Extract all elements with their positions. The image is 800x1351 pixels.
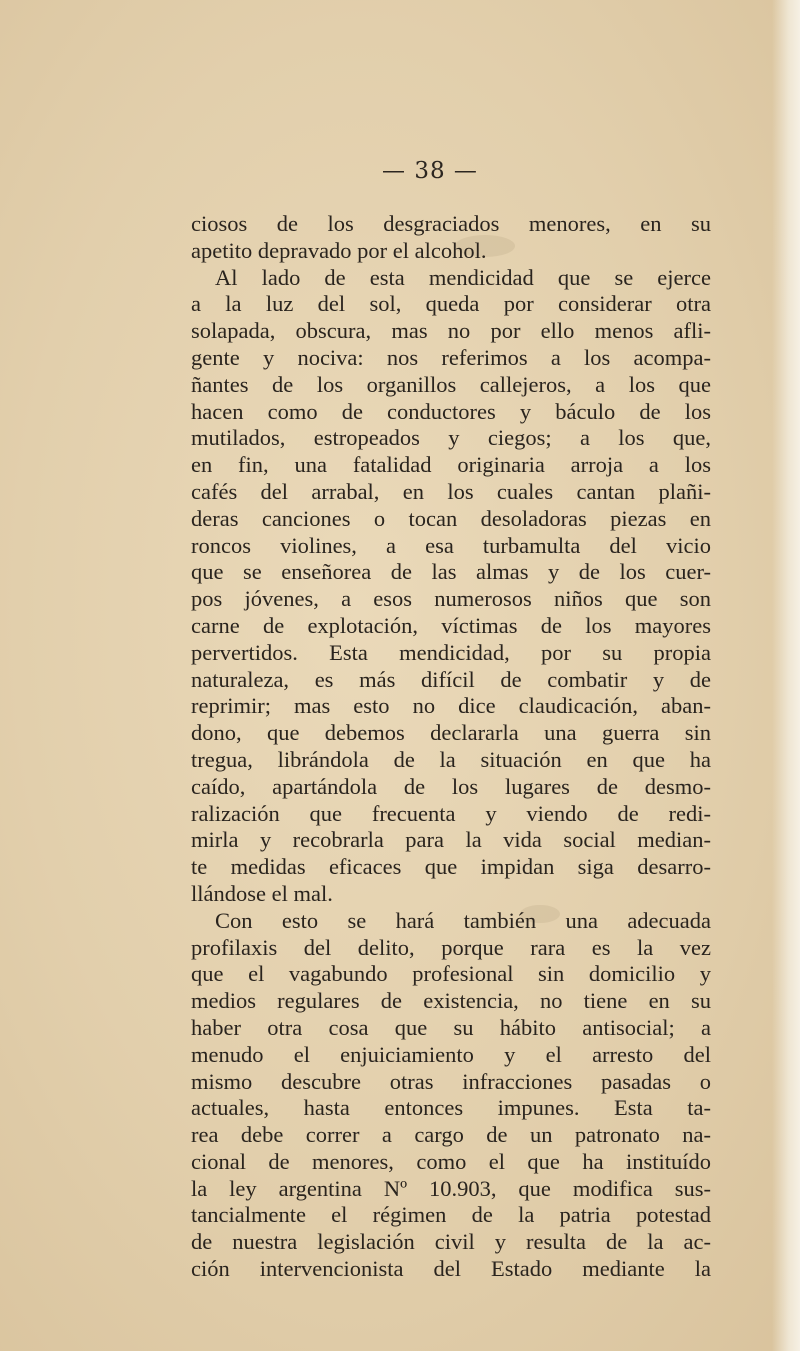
- text-line: que se enseñorea de las almas y de los cuer-: [191, 559, 711, 585]
- text-line: en fin, una fatalidad originaria arroja a los: [191, 452, 711, 478]
- text-line: pos jóvenes, a esos numerosos niños que son: [191, 586, 711, 612]
- text-line: gente y nociva: nos referimos a los acompa-: [191, 344, 711, 370]
- text-line: caído, apartándola de los lugares de desmo-: [191, 773, 711, 799]
- text-line: ción intervencionista del Estado mediante la: [191, 1256, 711, 1282]
- text-line: ralización que frecuenta y viendo de redi-: [191, 800, 711, 826]
- text-line: la ley argentina Nº 10.903, que modifica sus-: [191, 1175, 711, 1201]
- text-line: deras canciones o tocan desoladoras piezas en: [191, 505, 711, 531]
- text-line: ñantes de los organillos callejeros, a los que: [191, 371, 711, 397]
- text-line: mismo descubre otras infracciones pasadas o: [191, 1068, 711, 1094]
- text-line: solapada, obscura, mas no por ello menos afli-: [191, 318, 711, 344]
- text-line: hacen como de conductores y báculo de los: [191, 398, 711, 424]
- text-line: te medidas eficaces que impidan siga desarro-: [191, 854, 711, 880]
- text-line: medios regulares de existencia, no tiene en su: [191, 988, 711, 1014]
- text-line: roncos violines, a esa turbamulta del vicio: [191, 532, 711, 558]
- page-number: — 38 —: [382, 158, 478, 184]
- text-line: carne de explotación, víctimas de los mayores: [191, 612, 711, 638]
- text-line: llándose el mal.: [191, 880, 333, 906]
- text-line: ciosos de los desgraciados menores, en su: [191, 211, 711, 236]
- text-line: naturaleza, es más difícil de combatir y de: [191, 666, 711, 692]
- text-line: cafés del arrabal, en los cuales cantan plañi-: [191, 478, 711, 504]
- text-line: que el vagabundo profesional sin domicilio y: [191, 961, 711, 987]
- text-line: dono, que debemos declararla una guerra sin: [191, 720, 711, 746]
- text-line: mirla y recobrarla para la vida social median-: [191, 827, 711, 853]
- text-line: de nuestra legislación civil y resulta de la ac-: [191, 1229, 711, 1255]
- text-line: pervertidos. Esta mendicidad, por su propia: [191, 639, 711, 665]
- text-line: a la luz del sol, queda por considerar otra: [191, 291, 711, 317]
- text-line: mutilados, estropeados y ciegos; a los que,: [191, 425, 711, 451]
- text-line: apetito depravado por el alcohol.: [191, 237, 487, 263]
- text-line: cional de menores, como el que ha instituído: [191, 1148, 711, 1174]
- text-line: menudo el enjuiciamiento y el arresto del: [191, 1041, 711, 1067]
- text-line: reprimir; mas esto no dice claudicación, aban-: [191, 693, 711, 719]
- text-line: profilaxis del delito, porque rara es la vez: [191, 934, 711, 960]
- text-line: haber otra cosa que su hábito antisocial; a: [191, 1014, 711, 1040]
- text-line: Con esto se hará también una adecuada: [215, 907, 711, 933]
- text-line: Al lado de esta mendicidad que se ejerce: [215, 264, 711, 290]
- text-line: actuales, hasta entonces impunes. Esta ta-: [191, 1095, 711, 1121]
- text-line: tregua, librándola de la situación en que ha: [191, 746, 711, 772]
- text-line: tancialmente el régimen de la patria potestad: [191, 1202, 711, 1228]
- body-text: [191, 211, 711, 1283]
- text-line: rea debe correr a cargo de un patronato na-: [191, 1122, 711, 1148]
